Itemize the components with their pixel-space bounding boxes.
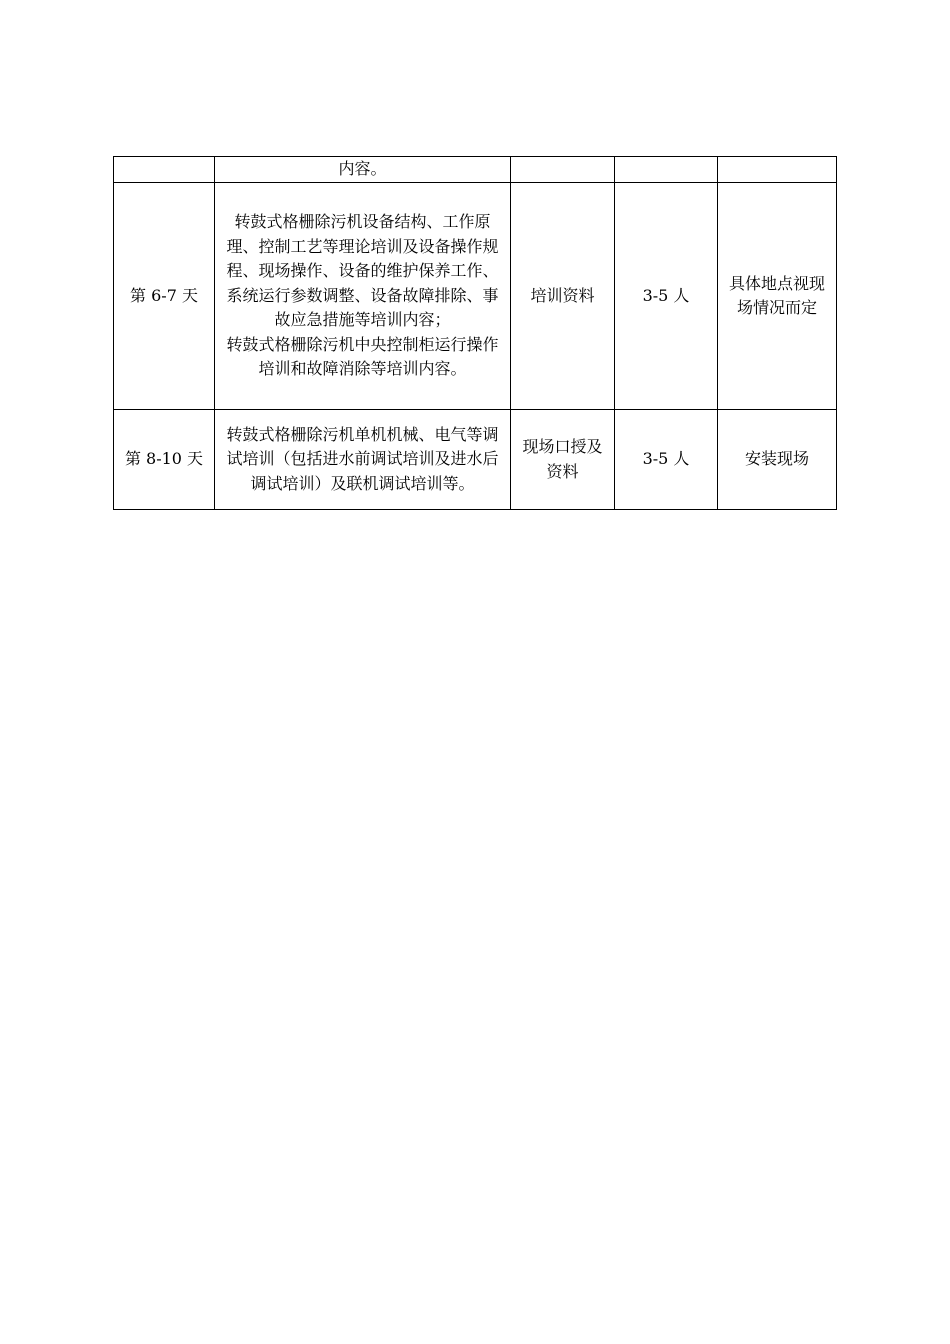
training-schedule-table <box>113 156 837 510</box>
method-cell <box>511 157 615 183</box>
day-cell <box>114 157 215 183</box>
content-paragraph: 内容。 <box>338 159 387 179</box>
content-cell <box>215 183 511 410</box>
location-cell <box>718 157 837 183</box>
people-cell: 3-5 人 <box>615 410 718 510</box>
table-row <box>114 183 837 410</box>
method-cell: 培训资料 <box>511 183 615 410</box>
method-cell: 现场口授及资料 <box>511 410 615 510</box>
table-row <box>114 157 837 183</box>
people-cell: 3-5 人 <box>615 183 718 410</box>
content-cell <box>215 410 511 510</box>
content-paragraph: 转鼓式格栅除污机中央控制柜运行操作培训和故障消除等培训内容。 <box>226 334 499 379</box>
location-cell: 安装现场 <box>718 410 837 510</box>
content-paragraph: 转鼓式格栅除污机设备结构、工作原理、控制工艺等理论培训及设备操作规程、现场操作、设备的维护保养工作、系统运行参数调整、设备故障排除、事故应急措施等培训内容； <box>226 212 499 330</box>
day-cell: 第 8-10 天 <box>114 410 215 510</box>
content-cell <box>215 157 511 183</box>
table-row <box>114 410 837 510</box>
people-cell <box>615 157 718 183</box>
day-cell: 第 6-7 天 <box>114 183 215 410</box>
location-cell: 具体地点视现场情况而定 <box>718 183 837 410</box>
content-paragraph: 转鼓式格栅除污机单机机械、电气等调试培训（包括进水前调试培训及进水后调试培训）及联机调试培训等。 <box>226 424 499 493</box>
